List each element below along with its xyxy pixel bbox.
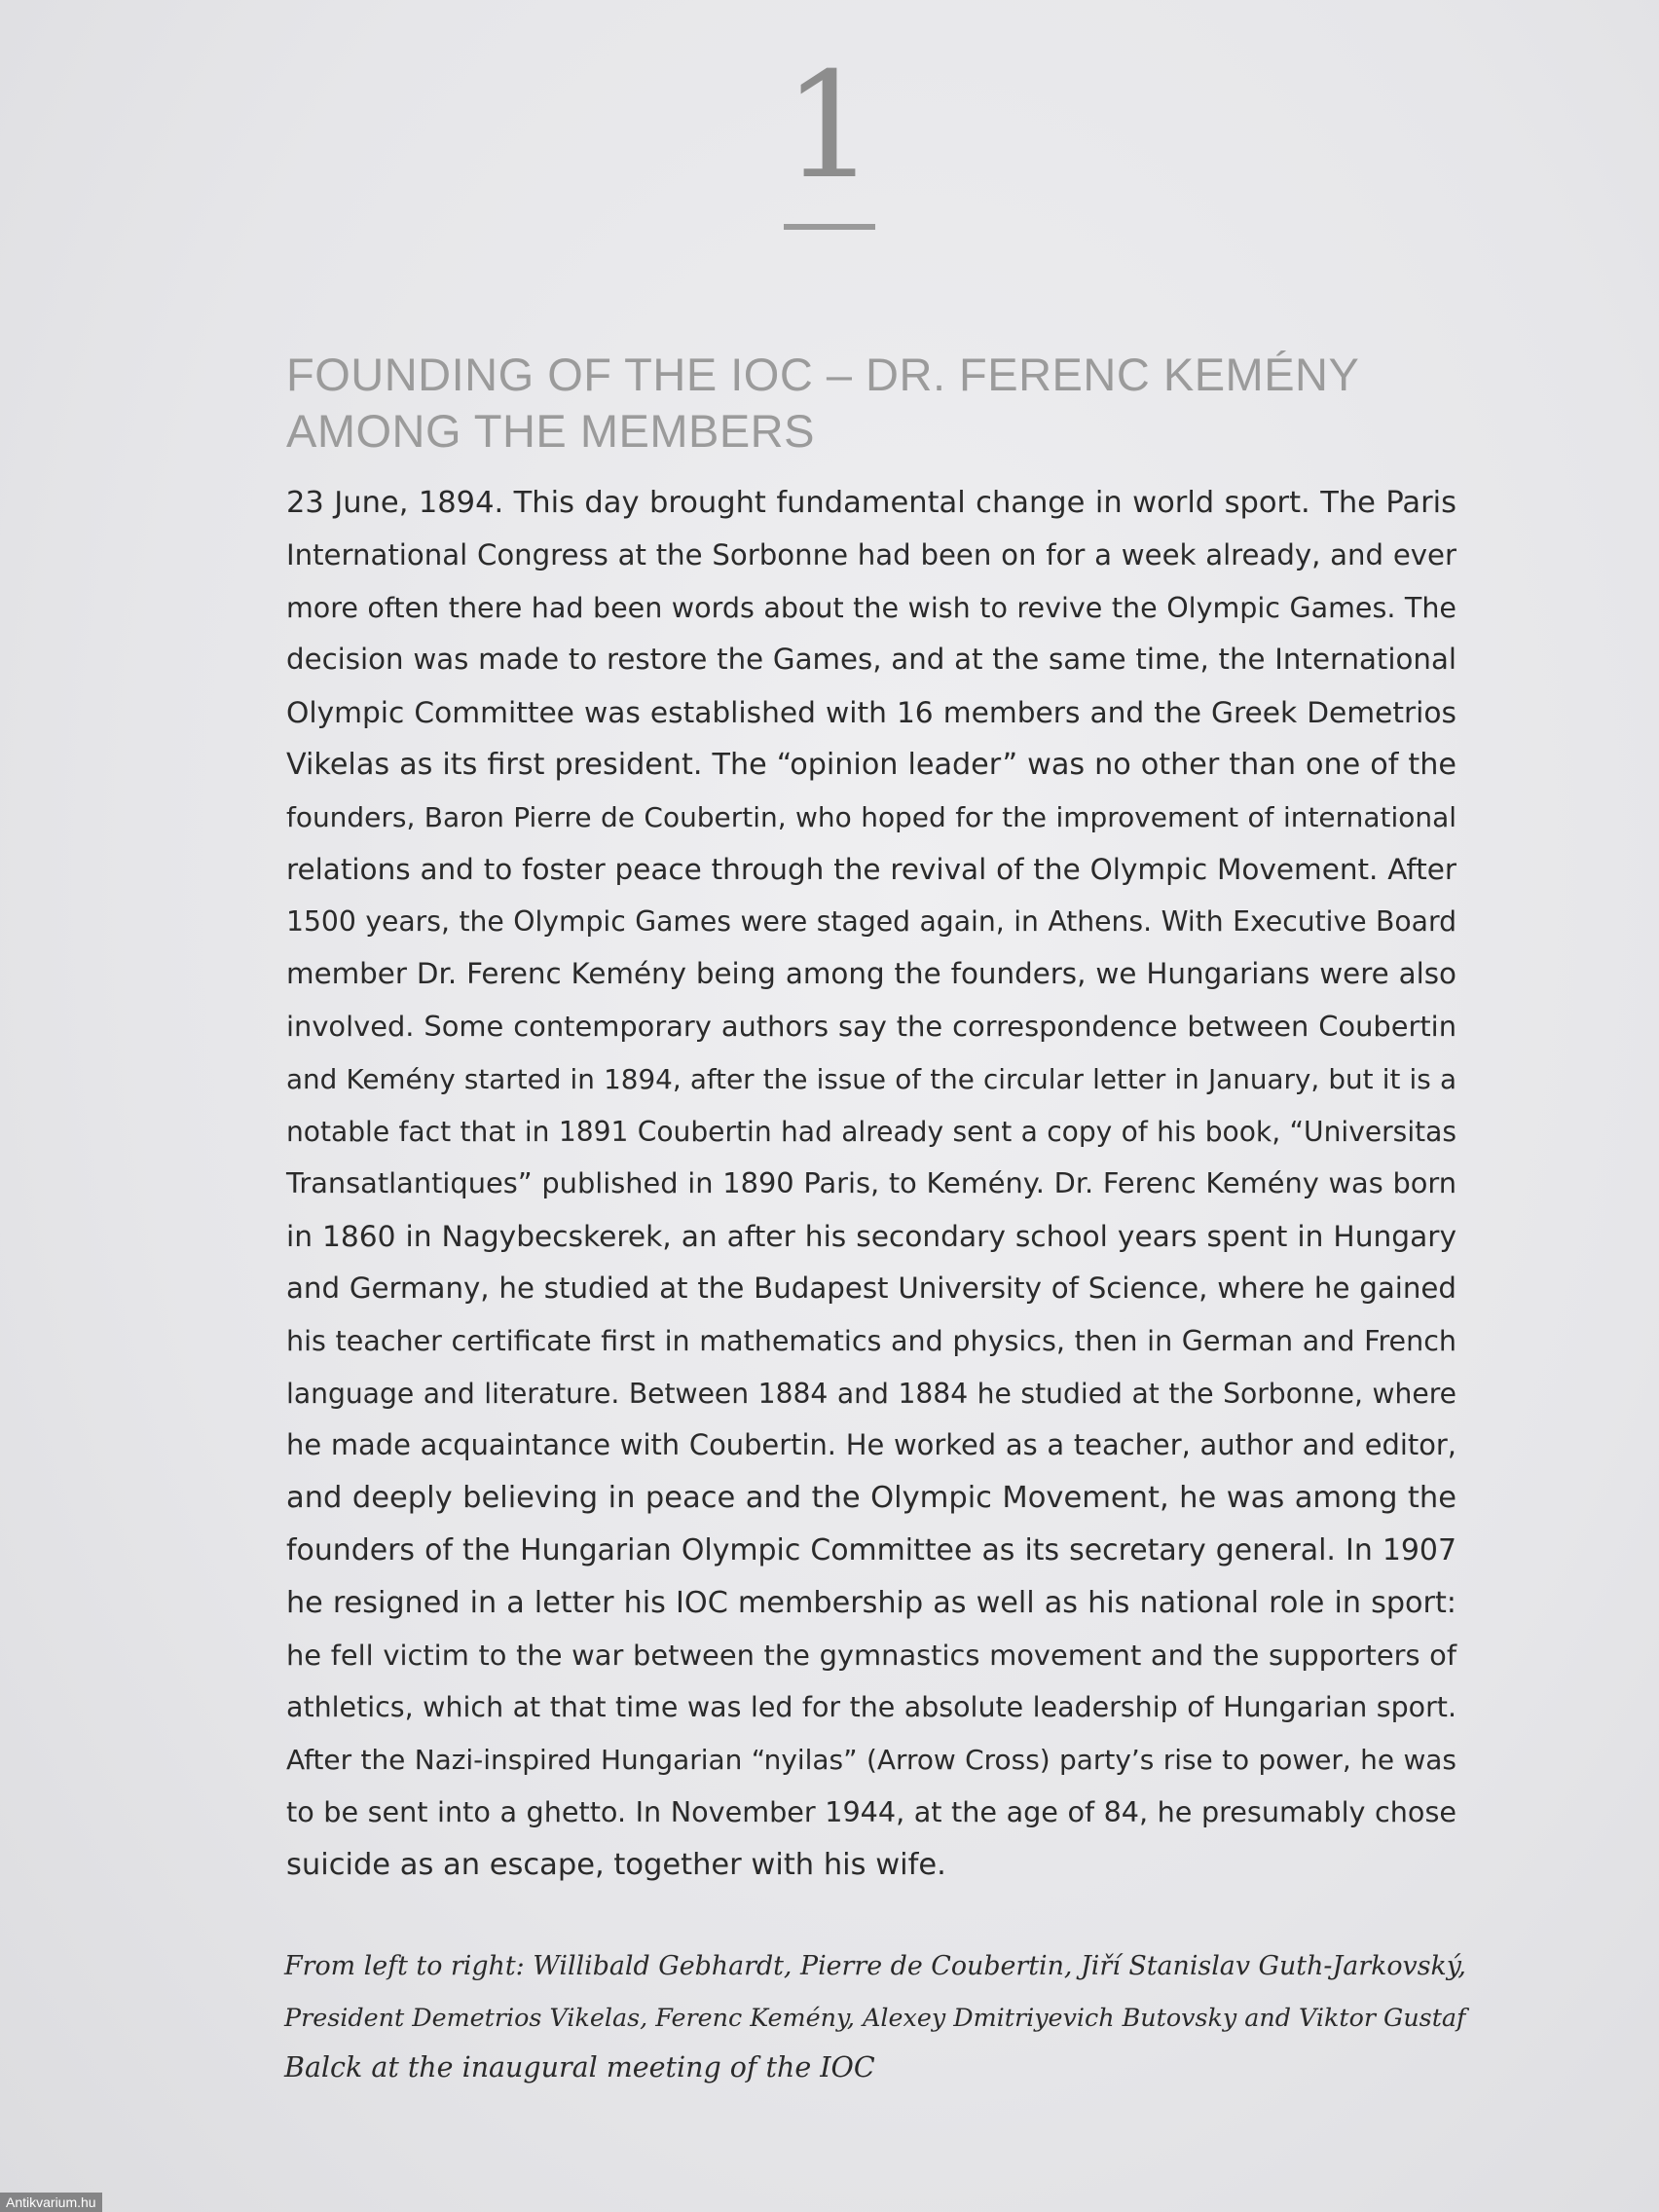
chapter-number-underline [784, 224, 875, 230]
body-line: International Congress at the Sorbonne had been on for a week already, and ever [286, 537, 1456, 571]
body-line: Transatlantiques” published in 1890 Paris, to Kemény. Dr. Ferenc Kemény was born [286, 1166, 1456, 1200]
body-line: 23 June, 1894. This day brought fundamental change in world sport. The Paris [286, 486, 1456, 520]
body-line: he made acquaintance with Coubertin. He worked as a teacher, author and editor, [286, 1428, 1456, 1462]
caption-line: From left to right: Willibald Gebhardt, Pierre de Coubertin, Jiří Stanislav Guth-Jarkovský, [284, 1951, 1466, 1981]
body-line: 1500 years, the Olympic Games were staged again, in Athens. With Executive Board [286, 905, 1456, 939]
photo-caption [284, 1941, 1472, 2093]
body-line: his teacher certificate first in mathematics and physics, then in German and French [286, 1323, 1456, 1357]
body-paragraph [286, 477, 1456, 1892]
body-line: he resigned in a letter his IOC membership as well as his national role in sport: [286, 1585, 1456, 1620]
body-line: member Dr. Ferenc Kemény being among the founders, we Hungarians were also [286, 957, 1456, 991]
body-line: and deeply believing in peace and the Olympic Movement, he was among the [286, 1481, 1456, 1516]
chapter-title-line: AMONG THE MEMBERS [286, 405, 815, 457]
chapter-title [286, 347, 1455, 460]
body-line: founders of the Hungarian Olympic Committee as its secretary general. In 1907 [286, 1532, 1456, 1567]
body-line: in 1860 in Nagybecskerek, an after his secondary school years spent in Hungary [286, 1219, 1456, 1254]
body-line: to be sent into a ghetto. In November 1944, at the age of 84, he presumably chose [286, 1794, 1456, 1828]
body-line: and Germany, he studied at the Budapest University of Science, where he gained [286, 1271, 1456, 1305]
watermark: Antikvarium.hu [0, 2193, 102, 2212]
body-line: involved. Some contemporary authors say the correspondence between Coubertin [286, 1009, 1456, 1043]
body-line: athletics, which at that time was led for the absolute leadership of Hungarian sport. [286, 1691, 1456, 1724]
caption-line: Balck at the inaugural meeting of the IOC [284, 2051, 875, 2083]
caption-line: President Demetrios Vikelas, Ferenc Kemény, Alexey Dmitriyevich Butovsky and Viktor Gustaf [284, 2003, 1466, 2032]
body-line: and Kemény started in 1894, after the issue of the circular letter in January, but it is a [286, 1062, 1456, 1095]
body-line: After the Nazi-inspired Hungarian “nyilas” (Arrow Cross) party’s rise to power, he was [286, 1744, 1456, 1777]
body-line: founders, Baron Pierre de Coubertin, who hoped for the improvement of international [286, 800, 1456, 833]
body-line: relations and to foster peace through the revival of the Olympic Movement. After [286, 852, 1456, 886]
body-line: Olympic Committee was established with 16 members and the Greek Demetrios [286, 695, 1456, 730]
body-line: decision was made to restore the Games, and at the same time, the International [286, 643, 1456, 677]
chapter-title-line: FOUNDING OF THE IOC – DR. FERENC KEMÉNY [286, 349, 1360, 400]
body-line: he fell victim to the war between the gymnastics movement and the supporters of [286, 1638, 1456, 1672]
body-line: notable fact that in 1891 Coubertin had already sent a copy of his book, “Universitas [286, 1115, 1456, 1148]
body-line: Vikelas as its first president. The “opinion leader” was no other than one of the [286, 747, 1456, 782]
chapter-number: 1 [783, 42, 876, 211]
body-line: suicide as an escape, together with his wife. [286, 1847, 946, 1882]
body-line: more often there had been words about the wish to revive the Olympic Games. The [286, 591, 1456, 624]
body-line: language and literature. Between 1884 and 1884 he studied at the Sorbonne, where [286, 1377, 1456, 1410]
